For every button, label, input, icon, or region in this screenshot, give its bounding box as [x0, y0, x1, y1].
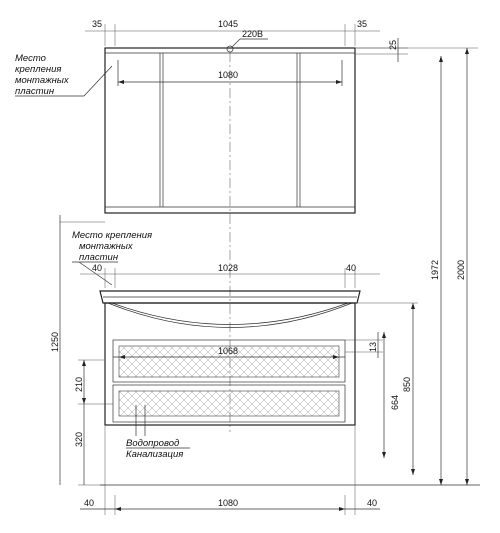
mirror-socket-offset: 25	[388, 39, 398, 50]
note-line: Место крепления	[72, 230, 153, 241]
vanity-mounting-note	[72, 230, 152, 285]
vanity-dim-left: 40	[92, 263, 103, 273]
note-line: крепления	[15, 64, 62, 75]
vanity-bottom-width: 1080	[218, 498, 239, 508]
vanity-pipes-height: 320	[74, 431, 84, 447]
note-line: Канализация	[126, 449, 184, 460]
note-line: пластин	[15, 86, 55, 97]
mirror-mounting-note	[15, 53, 112, 97]
mirror-cabinet	[15, 19, 408, 213]
note-line: монтажных	[79, 241, 133, 252]
mirror-dim-right: 35	[357, 19, 368, 29]
vanity-mount-height: 1250	[50, 331, 60, 352]
vanity-unit	[50, 215, 418, 515]
vanity-inner-width: 1068	[218, 346, 239, 356]
note-line: монтажных	[15, 75, 69, 86]
overall-dimensions	[355, 48, 478, 485]
power-label: 220В	[242, 29, 264, 39]
vanity-drawer-front: 210	[74, 376, 84, 392]
vanity-bottom-right: 40	[367, 498, 378, 508]
vanity-dim-width: 1028	[218, 263, 239, 273]
vanity-bottom-left: 40	[84, 498, 95, 508]
mirror-dim-width: 1045	[218, 19, 239, 29]
note-line: Водопровод	[126, 438, 180, 449]
mirror-dim-left: 35	[92, 19, 103, 29]
total-height: 2000	[456, 259, 466, 280]
note-line: Место	[15, 53, 46, 64]
vanity-gap: 13	[368, 341, 378, 352]
vanity-depth-line: 664	[390, 394, 400, 410]
vanity-dim-right: 40	[346, 263, 357, 273]
vanity-height: 850	[402, 376, 412, 392]
mirror-plate-span: 1080	[218, 70, 239, 80]
note-line: пластин	[79, 252, 119, 263]
mirror-top-height: 1972	[430, 259, 440, 280]
